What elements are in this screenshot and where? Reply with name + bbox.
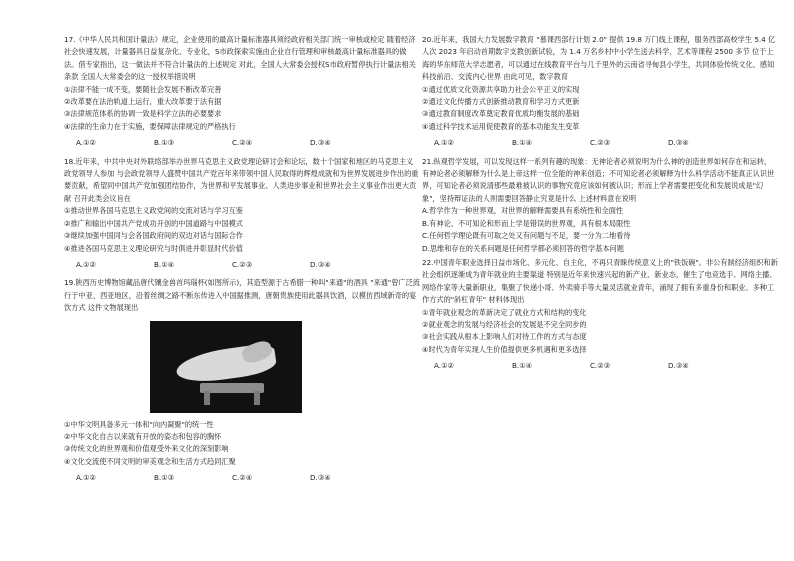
question-19 bbox=[64, 277, 420, 484]
question-22-option: ④时代为青年实现人生价值提供更多机遇和更多选择 bbox=[422, 344, 587, 354]
choice-d: D.③④ bbox=[310, 259, 331, 269]
left-column bbox=[64, 34, 420, 491]
question-17-option: ①法律不能一成不变，要随社会发展不断改革完善 bbox=[64, 84, 222, 94]
question-19-option: ④文化交流使不同文明的审美观念和生活方式趋同汇聚 bbox=[64, 456, 236, 466]
choice-b: B.①④ bbox=[512, 361, 533, 371]
choice-b: B.①④ bbox=[154, 259, 175, 269]
question-17-option: ④法律的生命力在于实施，要保障法律规定的严格执行 bbox=[64, 121, 236, 131]
question-21-option-b: B.有神论、不可知论和形而上学是错误的世界观，具有根本局限性 bbox=[422, 218, 631, 228]
choice-a: A.①② bbox=[434, 138, 454, 148]
question-20-option: ④通过科学技术运用促使教育的基本功能发生变革 bbox=[422, 121, 580, 131]
question-18-choices bbox=[76, 259, 420, 271]
question-20 bbox=[422, 34, 778, 150]
choice-c: C.②③ bbox=[590, 138, 611, 148]
question-19-choices bbox=[76, 472, 420, 484]
question-20-choices bbox=[434, 137, 778, 149]
question-17-option: ②改革要在法治轨道上运行，重大改革要于法有据 bbox=[64, 97, 222, 107]
choice-a: A.①② bbox=[434, 361, 454, 371]
question-17 bbox=[64, 34, 420, 150]
question-20-option: ③通过教育制度改革奠定教育优质均衡发展的基础 bbox=[422, 109, 580, 119]
question-21 bbox=[422, 156, 778, 255]
question-22-option: ①青年就业观念的革新决定了就业方式和结构的变化 bbox=[422, 307, 587, 317]
question-19-option: ①中华文明具备多元一体和"向内凝聚"的统一性 bbox=[64, 419, 214, 429]
question-18 bbox=[64, 156, 420, 272]
question-22 bbox=[422, 257, 778, 373]
question-21-option-d: D.思维和存在的关系问题是任何哲学都必须回答的哲学基本问题 bbox=[422, 243, 624, 253]
choice-c: C.②④ bbox=[232, 138, 253, 148]
question-22-choices bbox=[434, 360, 778, 372]
question-17-choices bbox=[76, 137, 420, 149]
question-19-stem: 19.陕西历史博物馆藏品唐代镶金兽首玛瑙杯(如图所示)，其造型源于古希腊一种叫"来通"的酒具 "来通"曾广泛流行于中亚、西亚地区，沿着丝绸之路不断东传进入中国据推测，唐朝贵族使用此器具饮酒，以模仿西域新奇的宴饮方式 这件文物展现出 bbox=[64, 278, 420, 313]
question-17-stem: 17.《中华人民共和国计量法》规定，企业使用的最高计量标准器具须经政府相关部门统一审核或检定 随着经济社会快速发展，计量器具日益复杂化、专业化，S市政探索实施由企业自行管理和审核最高计量标准器具的做法。借专家指出，这一做法并不符合计量法的上述规定 对此，全国人大常委会授权S市政府暂停执行计量法相关条款 全国人大常委会的这一授权举措说明 bbox=[64, 35, 416, 82]
question-19-option: ②中华文化自古以来就有开放的姿态和包容的胸怀 bbox=[64, 431, 222, 441]
question-19-option: ③传统文化的世界观和价值观受外来文化的深刻影响 bbox=[64, 444, 229, 454]
choice-c: C.②④ bbox=[232, 473, 253, 483]
choice-a: A.①② bbox=[76, 138, 96, 148]
question-22-option: ③社会实践从根本上影响人们对待工作的方式与态度 bbox=[422, 332, 587, 342]
question-17-option: ③法律规范体系的协调一致是科学立法的必要要求 bbox=[64, 109, 222, 119]
question-22-stem: 22.中国青年职业选择日益市场化、多元化、自主化，不再只青睐传统意义上的"铁饭碗"。非公有制经济组织和新社会组织逐渐成为青年就业的主要渠道 特别是近年来快速兴起的新产业、新业态，催生了电竞选手、网络主播、网络作家等大量新职业，集聚了快递小哥、外卖骑手等大量灵活就业青年，涌现了拥有多重身份和职业、多种工作方式的"斜杠青年" 材料体现出 bbox=[422, 257, 778, 305]
display-stand-leg bbox=[254, 391, 260, 405]
question-18-option: ③继续加强中国同与会各国政府间的双边对话与国际合作 bbox=[64, 231, 243, 241]
agate-cup-photo bbox=[150, 321, 302, 413]
question-18-stem: 18.近年来，中共中央对外联络部举办世界马克思主义政党理论研讨会和论坛，数十个国家和地区的马克思主义政党领导人参加 与会政党领导人盛赞中国共产党百年来带领中国人民取得的辉煌成就和为世界发展进步作出的重要贡献，希望同中国共产党加强团结协作，为世界和平发展事业、人类进步事业和世界社会主义事业作出更大贡献 召开此类会议旨在 bbox=[64, 156, 419, 203]
right-column bbox=[422, 34, 778, 379]
question-21-stem: 21.纵观哲学发展，可以发现这样一系列有趣的现象：无神论者必须说明为什么神的创造世界如何存在和运转，有神论者必须解释为什么是上帝这样一位全能的神来创造；不可知论者必须解释为什么科学活动不能真正认识世界，可知论者必须说清那些最难被认识的事物究竟应该如何被认识；形而上学者需要把变化和发展说成是"幻象"，坚持辩证法的人则需要回答静止究竟是什么 上述材料意在说明 bbox=[422, 156, 775, 203]
display-stand-leg bbox=[204, 391, 210, 405]
question-20-option: ②通过文化传播方式创新推动教育和学习方式更新 bbox=[422, 97, 580, 107]
choice-d: D.③④ bbox=[310, 138, 331, 148]
question-18-option: ①推动世界各国马克思主义政党间的交流对话与学习互鉴 bbox=[64, 206, 243, 216]
question-20-stem: 20.近年来，我国大力发展数字教育 "慕课西部行计划 2.0" 提供 19.8 万门线上课程，服务西部高校学生 5.4 亿人次 2023 年启动首期数字支教创新试验，为 1.4 万名乡村中小学生送去科学、艺术等课程 2500 多节 位于上海的华东师范大学志愿者，可以通过在线教育平台与几千里外的云南省寻甸县小学生，共同体验传统文化、感知科技前沿、交流内心世界 由此可见，数字教育 bbox=[422, 35, 776, 82]
choice-c: C.②③ bbox=[232, 259, 253, 269]
choice-b: B.①④ bbox=[512, 138, 533, 148]
question-22-option: ②就业观念的发展与经济社会的发展是不完全同步的 bbox=[422, 319, 587, 329]
choice-b: B.①③ bbox=[154, 138, 175, 148]
question-20-option: ①通过优质文化资源共享助力社会公平正义的实现 bbox=[422, 84, 580, 94]
choice-d: D.③④ bbox=[668, 361, 689, 371]
question-21-option-c: C.任何哲学理论既有可取之处又有问题与不足，要一分为二地看待 bbox=[422, 231, 631, 241]
question-21-option-a: A.哲学作为一种世界观，对世界的解释需要具有系统性和全面性 bbox=[422, 206, 624, 216]
choice-c: C.②③ bbox=[590, 361, 611, 371]
choice-b: B.①③ bbox=[154, 473, 175, 483]
question-18-option: ④推进各国马克思主义理论研究与时俱进并彰显时代价值 bbox=[64, 243, 243, 253]
choice-a: A.①② bbox=[76, 473, 96, 483]
choice-d: D.③④ bbox=[668, 138, 689, 148]
question-18-option: ②推广和输出中国共产党成功开创的中国道路与中国模式 bbox=[64, 218, 243, 228]
choice-d: D.③④ bbox=[310, 473, 331, 483]
choice-a: A.①② bbox=[76, 259, 96, 269]
